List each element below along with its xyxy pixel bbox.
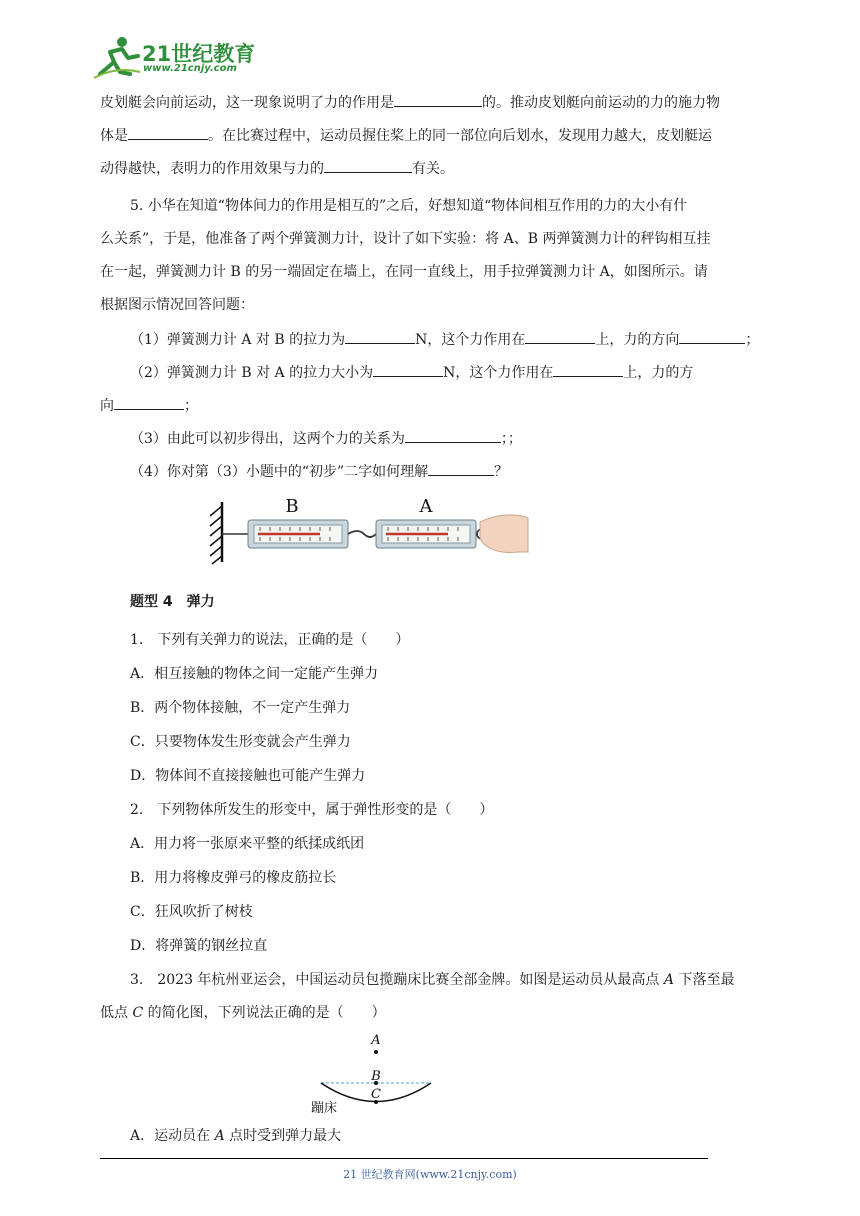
trampoline-label: 蹦床 — [311, 1101, 338, 1116]
q3-line-1 — [130, 970, 734, 990]
q5-text: （3）由此可以初步得出，这两个力的关系为 — [130, 431, 405, 447]
q5-text: 上，力的方 — [623, 365, 694, 381]
q2-option-a[interactable]: A．用力将一张原来平整的纸揉成纸团 — [130, 836, 365, 852]
q1-option-a[interactable]: A．相互接触的物体之间一定能产生弹力 — [130, 666, 379, 682]
q2-stem: 2. 下列物体所发生的形变中，属于弹性形变的是（ ） — [130, 802, 494, 818]
q5-text: （1）弹簧测力计 A 对 B 的拉力为 — [130, 332, 346, 348]
q3-text: 3. 2023 年杭州亚运会，中国运动员包揽蹦床比赛全部金牌。如图是运动员从最高点 — [130, 972, 664, 988]
q3-point: A — [663, 972, 675, 988]
p4-line-1 — [100, 91, 720, 113]
spring-scale-a — [376, 520, 476, 548]
q3-line-2 — [100, 1003, 386, 1023]
q5-sub-2-cont — [100, 394, 198, 416]
hand-icon — [480, 515, 528, 553]
q5-sub-1 — [130, 328, 759, 350]
wall-hatch-icon — [210, 506, 222, 564]
q5-sub-3 — [130, 427, 522, 449]
q5-line-1: 5. 小华在知道“物体间力的作用是相互的”之后，好想知道“物体间相互作用的力的大小有什 — [130, 198, 688, 214]
q5-line-2: 么关系”，于是，他准备了两个弹簧测力计，设计了如下实验：将 A、B 两弹簧测力计的秤钩相互挂 — [100, 231, 711, 247]
logo — [92, 34, 262, 80]
answer-blank[interactable] — [345, 328, 415, 344]
answer-blank[interactable] — [553, 361, 623, 377]
answer-blank[interactable] — [324, 157, 412, 173]
q1-option-c[interactable]: C．只要物体发生形变就会产生弹力 — [130, 734, 351, 750]
p4-line-3 — [100, 157, 454, 179]
q5-text: ；； — [500, 431, 522, 447]
trampoline-figure — [305, 1030, 445, 1120]
q2-option-b[interactable]: B．用力将橡皮弹弓的橡皮筋拉长 — [130, 870, 337, 886]
answer-blank[interactable] — [525, 328, 595, 344]
scale-a-label: A — [419, 496, 433, 517]
q3-text: 点时受到弹力最大 — [224, 1128, 342, 1144]
q3-text: 的简化图，下列说法正确的是（ ） — [143, 1005, 386, 1021]
answer-blank[interactable] — [405, 427, 501, 443]
q5-text: 上，力的方向 — [595, 332, 680, 348]
q5-text: ； — [184, 398, 198, 414]
q5-sub-2 — [130, 361, 693, 383]
q1-option-b[interactable]: B．两个物体接触，不一定产生弹力 — [130, 700, 351, 716]
scale-b-label: B — [285, 496, 299, 517]
q5-text: （4）你对第（3）小题中的“初步”二字如何理解 — [130, 464, 429, 480]
point-a-label: A — [371, 1033, 381, 1048]
p4-line-2 — [100, 124, 712, 146]
p4-text: 皮划艇会向前运动，这一现象说明了力的作用是 — [100, 95, 394, 111]
q5-text: N，这个力作用在 — [415, 332, 526, 348]
logo-brand: 21世纪教育 — [142, 42, 256, 66]
answer-blank[interactable] — [428, 460, 494, 476]
q5-text: N，这个力作用在 — [443, 365, 554, 381]
answer-blank[interactable] — [114, 394, 184, 410]
p4-text: 体是 — [100, 128, 128, 144]
q1-option-d[interactable]: D．物体间不直接接触也可能产生弹力 — [130, 768, 366, 784]
point-b-label: B — [371, 1069, 381, 1084]
q3-text: 低点 — [100, 1005, 133, 1021]
q5-text: ？ — [494, 464, 509, 480]
spring-scale-figure — [200, 494, 530, 566]
q5-text: 向 — [100, 398, 114, 414]
p4-text: 有关。 — [412, 161, 454, 177]
answer-blank[interactable] — [394, 91, 482, 107]
point-c-label: C — [371, 1087, 381, 1102]
section-title: 题型 4 弹力 — [130, 594, 215, 610]
p4-text: 。在比赛过程中，运动员握住桨上的同一部位向后划水，发现用力越大，皮划艇运 — [208, 128, 712, 144]
q5-sub-4 — [130, 460, 508, 482]
q3-text: A．运动员在 — [130, 1128, 215, 1144]
q3-option-a[interactable] — [130, 1126, 341, 1146]
logo-url: www.21cnjy.com — [143, 63, 237, 74]
q5-line-3: 在一起，弹簧测力计 B 的另一端固定在墙上，在同一直线上，用手拉弹簧测力计 A，如图所示。请 — [100, 264, 708, 280]
q1-stem: 1. 下列有关弹力的说法，正确的是（ ） — [130, 632, 410, 648]
footer-divider — [100, 1158, 708, 1159]
q2-option-d[interactable]: D．将弹簧的钢丝拉直 — [130, 938, 268, 954]
runner-logo-icon — [92, 34, 142, 80]
answer-blank[interactable] — [679, 328, 745, 344]
q5-text: （2）弹簧测力计 B 对 A 的拉力大小为 — [130, 365, 374, 381]
answer-blank[interactable] — [373, 361, 443, 377]
q3-text: 下落至最 — [674, 972, 735, 988]
p4-text: 的。推动皮划艇向前运动的力的施力物 — [482, 95, 720, 111]
q3-point: A — [214, 1128, 225, 1144]
answer-blank[interactable] — [128, 124, 208, 140]
q3-point: C — [132, 1005, 144, 1021]
q5-line-4: 根据图示情况回答问题： — [100, 297, 254, 313]
footer-text: 21 世纪教育网(www.21cnjy.com) — [343, 1168, 517, 1181]
q5-text: ； — [745, 332, 760, 348]
q2-option-c[interactable]: C．狂风吹折了树枝 — [130, 904, 253, 920]
spring-scale-b — [248, 520, 348, 548]
p4-text: 动得越快，表明力的作用效果与力的 — [100, 161, 324, 177]
